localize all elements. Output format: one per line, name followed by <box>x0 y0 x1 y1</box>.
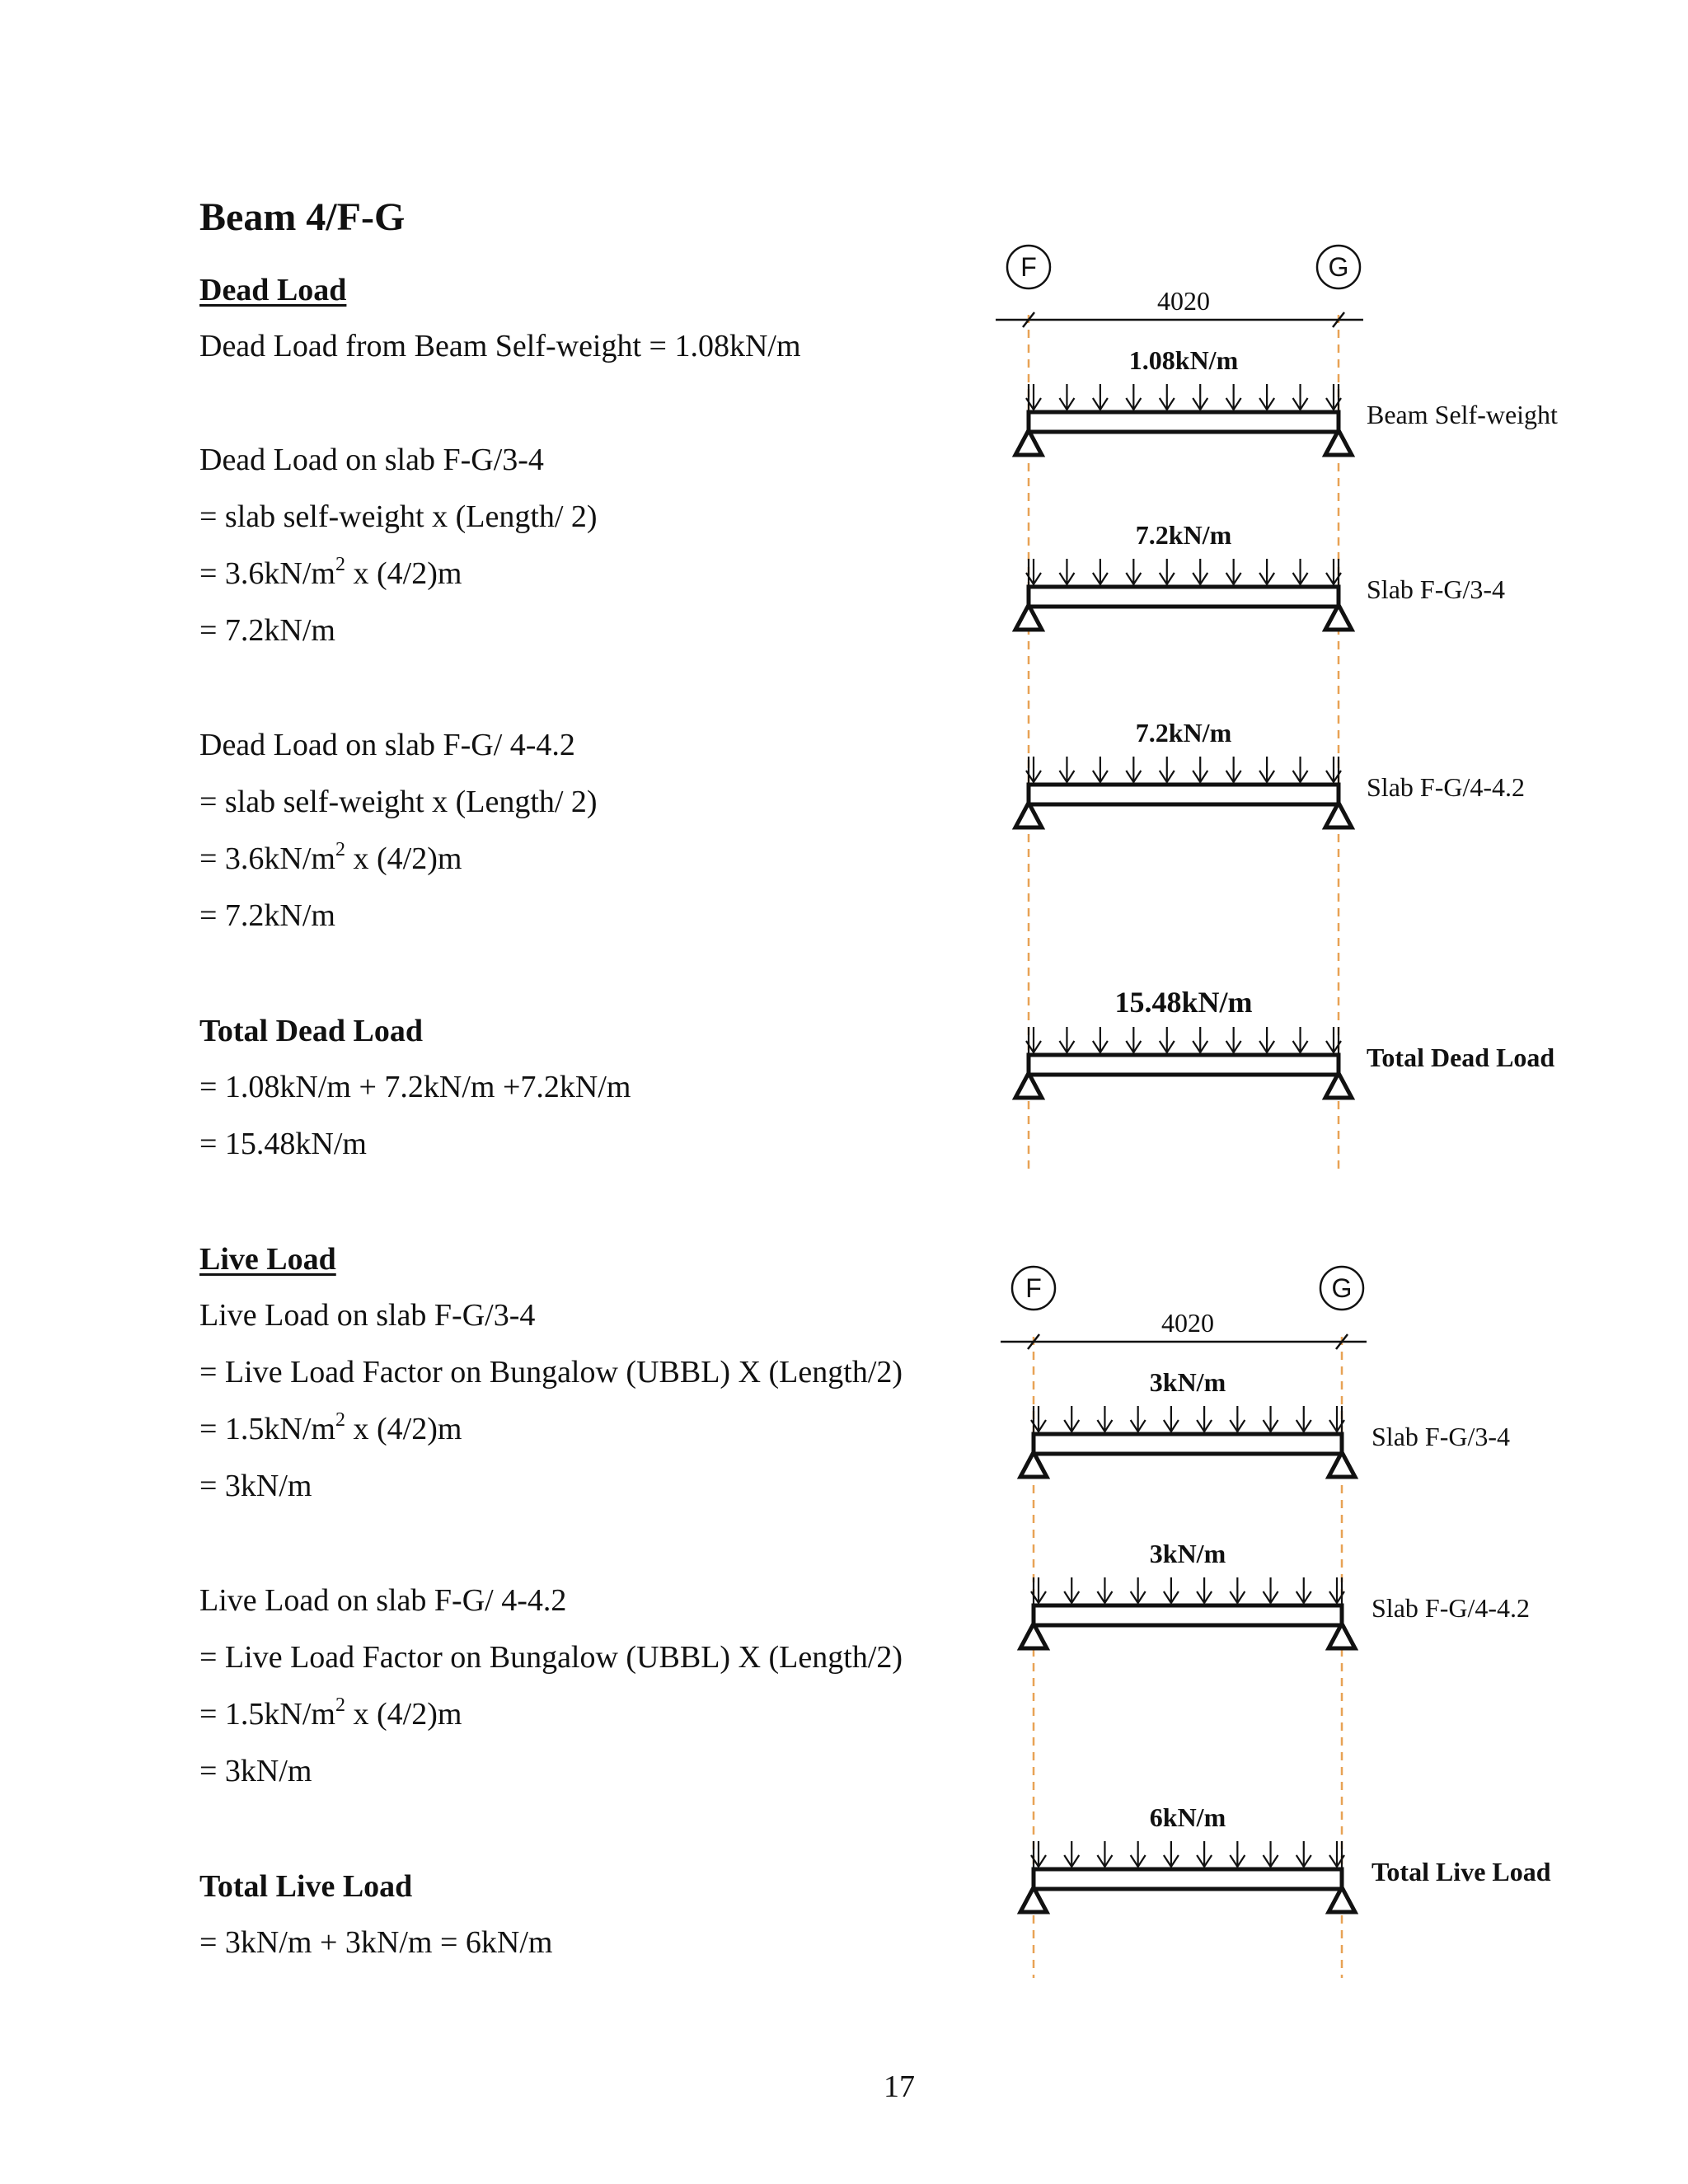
dead-grid-label-right: G <box>1328 252 1349 282</box>
live-load-heading: Live Load <box>199 1242 336 1277</box>
live-span-dimension: 4020 <box>1161 1308 1214 1338</box>
live-slab1-line1: Live Load on slab F-G/3-4 <box>199 1298 536 1333</box>
dead-slab1-line4: = 7.2kN/m <box>199 613 335 648</box>
dead-slab1-line1: Dead Load on slab F-G/3-4 <box>199 443 544 477</box>
dead-beam-3-load-value: 7.2kN/m <box>1135 718 1232 748</box>
dead-beam-1-load-value: 1.08kN/m <box>1128 345 1239 375</box>
beam-load-diagrams <box>948 231 1607 2011</box>
dead-beam-2-beam-label: Slab F-G/3-4 <box>1367 574 1505 604</box>
dead-slab2-line2: = slab self-weight x (Length/ 2) <box>199 785 598 819</box>
dead-slab1-line3: = $3.6kN/m^2$ x (4/2)m <box>199 554 462 591</box>
total-dead-load-heading: Total Dead Load <box>199 1014 423 1048</box>
live-slab2-line1: Live Load on slab F-G/ 4-4.2 <box>199 1583 567 1618</box>
live-beam-3-load-value: 6kN/m <box>1149 1802 1226 1832</box>
live-beam-2-beam-label: Slab F-G/4-4.2 <box>1372 1593 1530 1623</box>
live-slab2-line4: = 3kN/m <box>199 1754 312 1788</box>
total-live-load-line1: = 3kN/m + 3kN/m = 6kN/m <box>199 1925 553 1960</box>
dead-beam-2-beam-member <box>1029 587 1339 607</box>
live-grid-label-left: F <box>1025 1273 1042 1303</box>
live-beam-1-load-value: 3kN/m <box>1149 1367 1226 1397</box>
live-slab2-line2: = Live Load Factor on Bungalow (UBBL) X (Length/2) <box>199 1640 903 1675</box>
dead-slab1-line2: = slab self-weight x (Length/ 2) <box>199 499 598 534</box>
dead-grid-label-left: F <box>1020 252 1037 282</box>
dead-beam-3-beam-member <box>1029 785 1339 804</box>
page-number: 17 <box>884 2069 915 2104</box>
dead-beam-3-beam-label: Slab F-G/4-4.2 <box>1367 772 1525 802</box>
dead-slab2-line3: = $3.6kN/m^2$ x (4/2)m <box>199 839 462 876</box>
dead-beam-4-beam-label: Total Dead Load <box>1367 1043 1555 1072</box>
dead-beam-1-beam-member <box>1029 412 1339 432</box>
live-beam-2-beam-member <box>1034 1605 1342 1625</box>
dead-beam-4-beam-member <box>1029 1055 1339 1075</box>
live-grid-label-right: G <box>1331 1273 1353 1303</box>
total-dead-load-line2: = 15.48kN/m <box>199 1127 367 1161</box>
dead-beam-2-load-value: 7.2kN/m <box>1135 520 1232 550</box>
live-beam-1-beam-label: Slab F-G/3-4 <box>1372 1422 1510 1451</box>
total-live-load-heading: Total Live Load <box>199 1869 413 1904</box>
dead-slab2-line1: Dead Load on slab F-G/ 4-4.2 <box>199 728 575 762</box>
dead-beam-1-beam-label: Beam Self-weight <box>1367 400 1558 429</box>
live-slab1-line3: = $1.5kN/m^2$ x (4/2)m <box>199 1409 462 1446</box>
dead-beam-4-load-value: 15.48kN/m <box>1114 986 1253 1019</box>
live-beam-2-load-value: 3kN/m <box>1149 1539 1226 1568</box>
dead-span-dimension: 4020 <box>1157 286 1210 316</box>
live-slab1-line4: = 3kN/m <box>199 1469 312 1503</box>
dead-load-self-weight: Dead Load from Beam Self-weight = 1.08kN/m <box>199 329 801 363</box>
dead-slab2-line4: = 7.2kN/m <box>199 898 335 933</box>
live-slab2-line3: = $1.5kN/m^2$ x (4/2)m <box>199 1694 462 1732</box>
live-beam-3-beam-member <box>1034 1869 1342 1889</box>
live-beam-1-beam-member <box>1034 1434 1342 1454</box>
page-title: Beam 4/F-G <box>199 195 406 239</box>
total-dead-load-line1: = 1.08kN/m + 7.2kN/m +7.2kN/m <box>199 1070 631 1104</box>
live-slab1-line2: = Live Load Factor on Bungalow (UBBL) X (Length/2) <box>199 1355 903 1390</box>
dead-load-heading: Dead Load <box>199 273 347 307</box>
live-beam-3-beam-label: Total Live Load <box>1372 1857 1551 1886</box>
